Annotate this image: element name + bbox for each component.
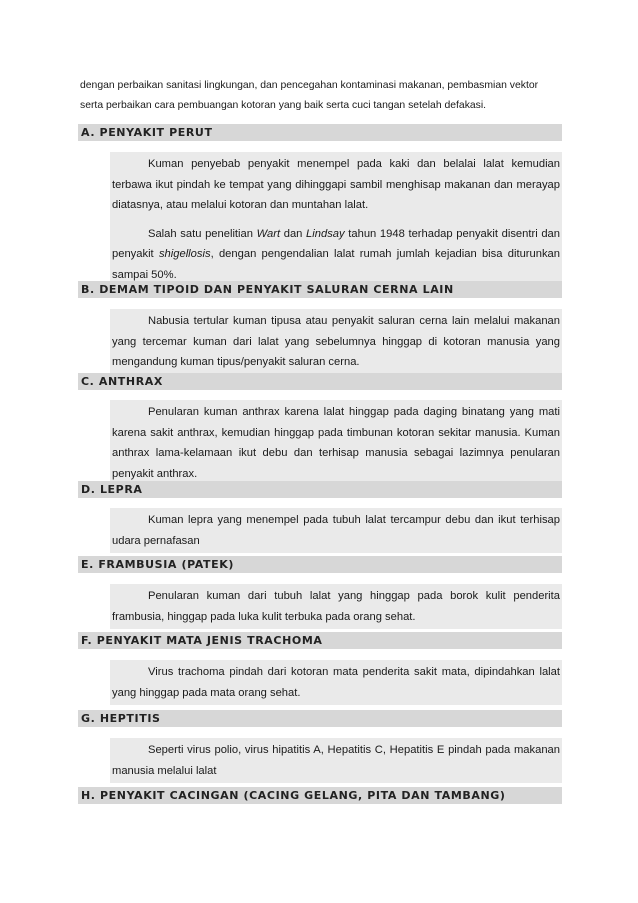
box-a (110, 152, 562, 287)
heading-h: H. PENYAKIT CACINGAN (CACING GELANG, PITA DAN TAMBANG) (78, 787, 562, 804)
paragraph-b-1: Nabusia tertular kuman tipusa atau penyakit saluran cerna lain melalui makanan yang tercemar kuman dari lalat yang sebelumnya hinggap di kotoran manusia yang mengandung kuman tipus/penyakit saluran cerna. (112, 315, 560, 368)
heading-f: F. PENYAKIT MATA JENIS TRACHOMA (78, 632, 562, 649)
box-b (110, 309, 562, 375)
box-e (110, 584, 562, 629)
box-f (110, 660, 562, 705)
intro-text (80, 76, 570, 116)
intro-line-2: serta perbaikan cara pembuangan kotoran yang baik serta cuci tangan setelah defakasi. (80, 100, 487, 111)
paragraph-c-1: Penularan kuman anthrax karena lalat hinggap pada daging binatang yang mati karena sakit anthrax, kemudian hinggap pada timbunan kotoran sekitar manusia. Kuman anthrax lama-kelamaan ikut debu dan terhisap manusia sebagai lazimnya penularan penyakit anthrax. (112, 406, 560, 480)
paragraph-e-1: Penularan kuman dari tubuh lalat yang hinggap pada borok kulit penderita frambusia, hinggap pada luka kulit terbuka pada orang sehat. (112, 590, 560, 623)
box-c (110, 400, 562, 486)
paragraph-d-1: Kuman lepra yang menempel pada tubuh lalat tercampur debu dan ikut terhisap udara pernafasan (112, 514, 560, 547)
box-d (110, 508, 562, 553)
paragraph-g-1: Seperti virus polio, virus hipatitis A, Hepatitis C, Hepatitis E pindah pada makanan manusia melalui lalat (112, 744, 560, 777)
box-g (110, 738, 562, 783)
heading-a: A. PENYAKIT PERUT (78, 124, 562, 141)
heading-c: C. ANTHRAX (78, 373, 562, 390)
heading-g: G. HEPTITIS (78, 710, 562, 727)
heading-d: D. LEPRA (78, 481, 562, 498)
heading-b: B. DEMAM TIPOID DAN PENYAKIT SALURAN CERNA LAIN (78, 281, 562, 298)
paragraph-a-2: Salah satu penelitian Wart dan Lindsay tahun 1948 terhadap penyakit disentri dan penyakit shigellosis, dengan pengendalian lalat rumah jumlah kejadian bisa diturunkan sampai 50%. (112, 227, 560, 281)
paragraph-a-1: Kuman penyebab penyakit menempel pada kaki dan belalai lalat kemudian terbawa ikut pindah ke tempat yang dihinggapi sambil menghisap makanan dan merayap diatasnya, atau melalui kotoran dan muntahan lalat. (112, 158, 560, 211)
intro-line-1: dengan perbaikan sanitasi lingkungan, dan pencegahan kontaminasi makanan, pembasmian vektor (80, 80, 539, 91)
heading-e: E. FRAMBUSIA (PATEK) (78, 556, 562, 573)
paragraph-f-1: Virus trachoma pindah dari kotoran mata penderita sakit mata, dipindahkan lalat yang hinggap pada mata orang sehat. (112, 666, 560, 699)
